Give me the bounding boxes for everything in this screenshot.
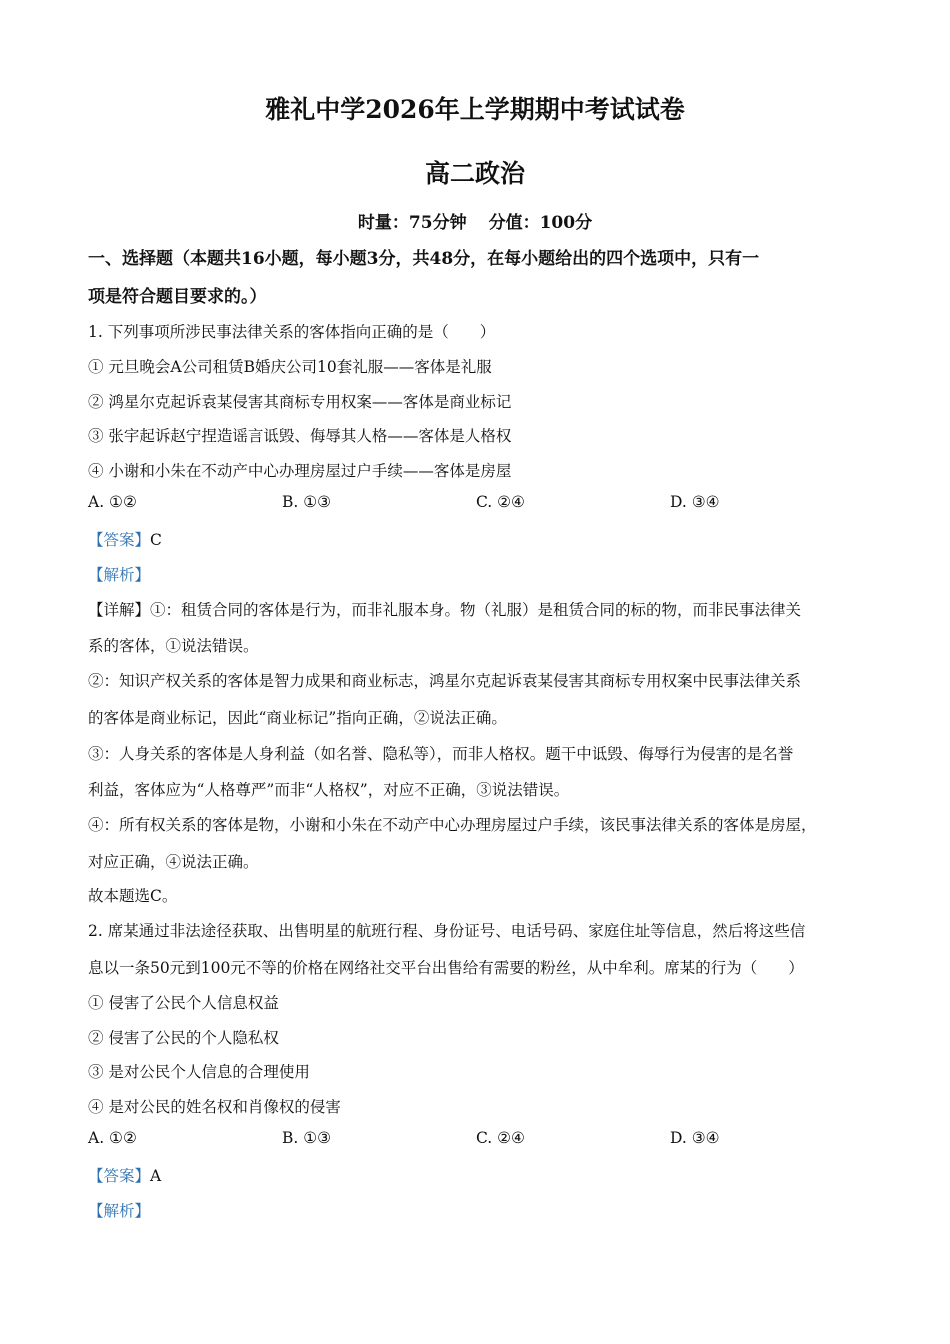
exam-time: 时量：75分钟 <box>357 213 467 233</box>
q1-detail-line-7: ④：所有权关系的客体是物，小谢和小朱在不动产中心办理房屋过户手续，该民事法律关系的客体是房屋， <box>88 816 817 834</box>
q1-option-a: A. ①② <box>88 493 137 511</box>
q1-answer <box>88 528 878 550</box>
q1-option-b: B. ①③ <box>282 493 332 511</box>
q1-option-d: D. ③④ <box>670 493 720 511</box>
q2-item-1: ① 侵害了公民个人信息权益 <box>88 994 279 1012</box>
q2-stem-line-1: 2. 席某通过非法途径获取、出售明星的航班行程、身份证号、电话号码、家庭住址等信息，然后将这些信 <box>88 922 806 940</box>
exam-meta <box>0 208 950 233</box>
q2-item-3: ③ 是对公民个人信息的合理使用 <box>88 1063 310 1081</box>
q2-option-d: D. ③④ <box>670 1129 720 1147</box>
q1-stem: 1. 下列事项所涉民事法律关系的客体指向正确的是（ ） <box>88 323 496 341</box>
q1-item-3: ③ 张宇起诉赵宁捏造谣言诋毁、侮辱其人格——客体是人格权 <box>88 427 512 445</box>
section-heading-line-2: 项是符合题目要求的。） <box>88 287 267 307</box>
q1-detail-line-3: ②：知识产权关系的客体是智力成果和商业标志，鸿星尔克起诉袁某侵害其商标专用权案中民事法律关系 <box>88 672 802 690</box>
exam-title: 雅礼中学2026年上学期期中考试试卷 <box>265 95 685 124</box>
q2-analysis <box>88 1199 878 1221</box>
section-heading-line-1: 一、选择题（本题共16小题，每小题3分，共48分，在每小题给出的四个选项中，只有一 <box>88 249 760 269</box>
q2-answer-value: A <box>150 1167 162 1185</box>
q1-detail-line-5: ③：人身关系的客体是人身利益（如名誉、隐私等），而非人格权。题干中诋毁、侮辱行为侵害的是名誉 <box>88 745 794 763</box>
q1-analysis-tag: 【解析】 <box>88 566 151 584</box>
q1-detail-line-6: 利益，客体应为“人格尊严”而非“人格权”，对应不正确，③说法错误。 <box>88 781 570 799</box>
q1-conclusion: 故本题选C。 <box>88 887 178 905</box>
q1-analysis <box>88 563 878 585</box>
q2-option-b: B. ①③ <box>282 1129 332 1147</box>
q2-option-a: A. ①② <box>88 1129 137 1147</box>
q2-answer-tag: 【答案】 <box>88 1167 151 1185</box>
q1-detail-line-8: 对应正确，④说法正确。 <box>88 853 259 871</box>
q1-detail-line-4: 的客体是商业标记，因此“商业标记”指向正确，②说法正确。 <box>88 709 507 727</box>
q1-option-c: C. ②④ <box>476 493 525 511</box>
q1-detail-line-1 <box>88 598 878 620</box>
q2-answer <box>88 1164 878 1186</box>
q1-item-2: ② 鸿星尔克起诉袁某侵害其商标专用权案——客体是商业标记 <box>88 393 512 411</box>
q2-option-c: C. ②④ <box>476 1129 525 1147</box>
q2-item-2: ② 侵害了公民的个人隐私权 <box>88 1029 279 1047</box>
exam-score: 分值：100分 <box>488 213 593 233</box>
q2-stem-line-2: 息以一条50元到100元不等的价格在网络社交平台出售给有需要的粉丝，从中牟利。席某的行为（ ） <box>88 959 804 977</box>
q1-detail-tag: 【详解】 <box>88 601 151 619</box>
q2-item-4: ④ 是对公民的姓名权和肖像权的侵害 <box>88 1098 341 1116</box>
q1-answer-value: C <box>150 531 162 549</box>
q2-analysis-tag: 【解析】 <box>88 1202 151 1220</box>
q1-item-4: ④ 小谢和小朱在不动产中心办理房屋过户手续——客体是房屋 <box>88 462 512 480</box>
exam-subject: 高二政治 <box>424 159 525 188</box>
q1-detail-text-1: ①：租赁合同的客体是行为，而非礼服本身。物（礼服）是租赁合同的标的物，而非民事法律关 <box>150 601 802 619</box>
q1-detail-line-2: 系的客体，①说法错误。 <box>88 637 259 655</box>
q1-item-1: ① 元旦晚会A公司租赁B婚庆公司10套礼服——客体是礼服 <box>88 358 492 376</box>
q1-answer-tag: 【答案】 <box>88 531 151 549</box>
